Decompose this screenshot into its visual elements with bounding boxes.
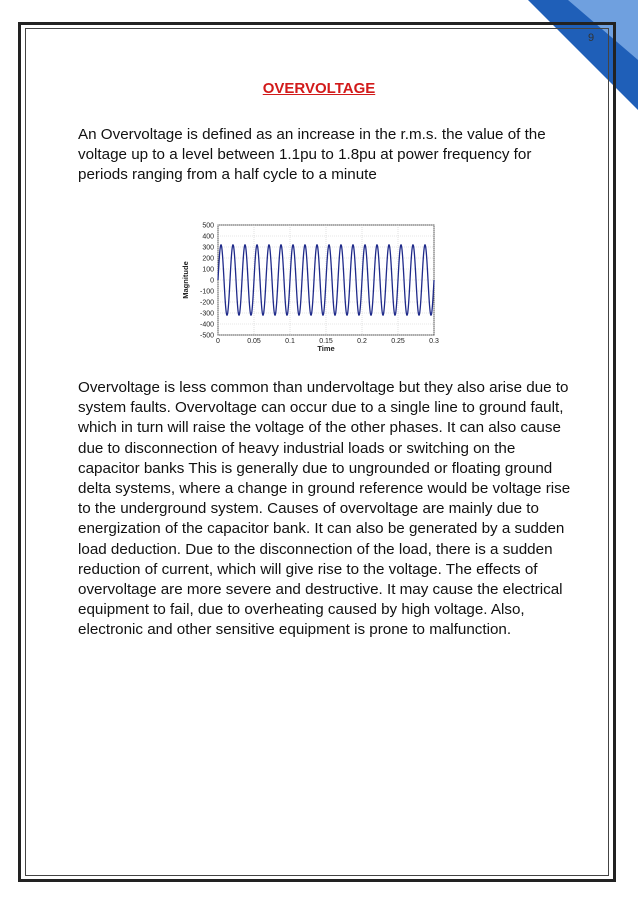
y-tick-label: -500	[199, 332, 214, 340]
y-axis-label: Magnitude	[181, 261, 190, 299]
page-number: 9	[588, 32, 595, 44]
x-tick-label: 0.25	[391, 338, 405, 345]
y-tick-label: -400	[199, 321, 214, 329]
intro-paragraph: An Overvoltage is defined as an increase in the r.m.s. the value of the voltage up to a level between 1.1pu to 1.8pu at power frequency for periods ranging from a half cycle to a minute	[78, 126, 546, 184]
waveform-svg	[166, 213, 452, 365]
y-tick-label: 500	[202, 222, 214, 230]
page-title: OVERVOLTAGE	[262, 80, 376, 97]
x-tick-label: 0	[216, 338, 220, 345]
y-tick-label: 300	[202, 244, 214, 252]
body-paragraph: Overvoltage is less common than undervoltage but they also arise due to system faults. Overvoltage can occur due to a single line to ground fault, which in turn will raise the voltage of the other phases. It can also cause due to disconnection of heavy industrial loads or switching on the capacitor banks This is generally due to ungrounded or floating ground delta systems, where a change in ground reference would be voltage rise to the underground system. Causes of overvoltage are mainly due to energization of the capacitor bank. It can also be generated by a sudden load deduction. Due to the disconnection of the load, there is a sudden reduction of current, which will give rise to the voltage. The effects of overvoltage are more severe and destructive. It may cause the electrical equipment to fail, due to overheating caused by high voltage. Also, electronic and other sensitive equipment is prone to malfunction.	[78, 379, 571, 639]
y-tick-label: -300	[199, 310, 214, 318]
overvoltage-waveform-chart	[166, 213, 452, 365]
x-tick-label: 0.05	[247, 338, 261, 345]
x-tick-label: 0.15	[319, 338, 333, 345]
x-tick-label: 0.1	[285, 338, 295, 345]
x-tick-label: 0.2	[357, 338, 367, 345]
y-tick-label: 200	[202, 255, 214, 263]
y-tick-label: 400	[202, 233, 214, 241]
y-tick-label: 100	[202, 266, 214, 274]
y-tick-label: -200	[199, 299, 214, 307]
x-tick-label: 0.3	[429, 338, 439, 345]
x-axis-label: Time	[317, 344, 335, 353]
y-tick-label: 0	[210, 277, 214, 285]
y-tick-label: -100	[199, 288, 214, 296]
